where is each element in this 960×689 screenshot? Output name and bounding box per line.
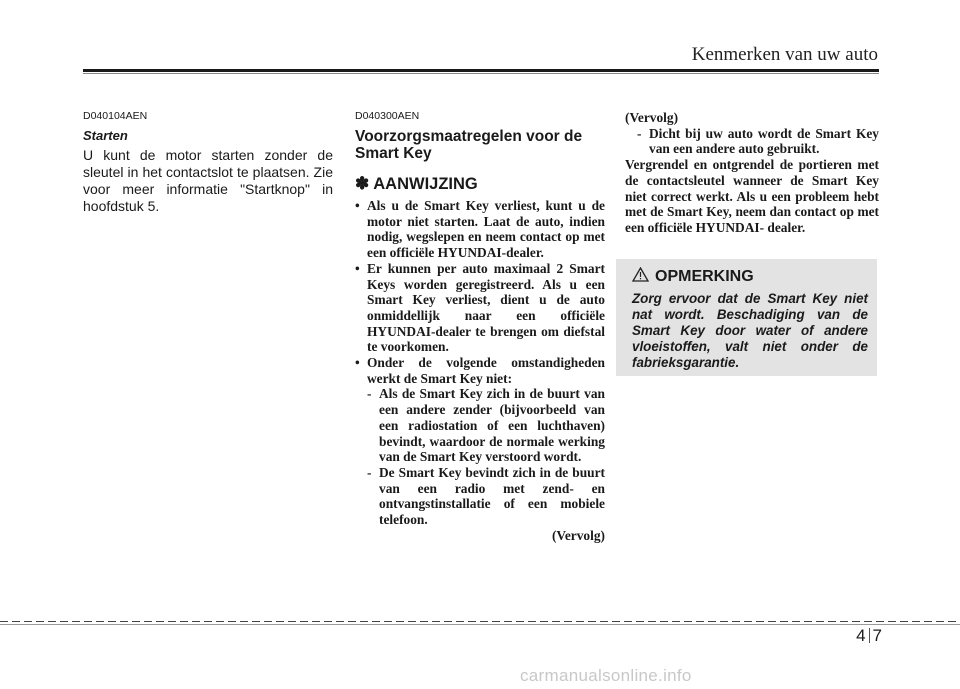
column-starting — [83, 110, 333, 215]
header-rule — [83, 69, 879, 72]
dash-item — [625, 126, 879, 157]
sub-list-item — [367, 465, 605, 528]
sub-list-item-text: Als de Smart Key zich in de buurt van een andere zender (bijvoorbeeld van een radiostation of een luchthaven) bevindt, waardoor de normale werking van de Smart Key verstoord wordt. — [379, 386, 605, 465]
list-item — [355, 198, 605, 261]
dash-icon: - — [367, 464, 372, 480]
dash-icon: - — [637, 125, 642, 141]
list-item — [355, 261, 605, 355]
caution-box — [616, 259, 877, 376]
footer-rule-thin — [0, 624, 960, 625]
sub-list-item-text: De Smart Key bevindt zich in de buurt van een radio met zend- en ontvangstinstallatie of een mobiele telefoon. — [379, 464, 605, 528]
page-header-title: Kenmerken van uw auto — [691, 44, 878, 65]
footer-rule — [0, 621, 960, 622]
continued-label: (Vervolg) — [625, 110, 679, 125]
continued-label: (Vervolg) — [551, 527, 605, 543]
watermark-text: carmanualsonline.info — [520, 666, 692, 685]
header-rule-thin — [83, 73, 879, 74]
sub-list-item — [367, 386, 605, 465]
section-code: D040104AEN — [83, 110, 148, 122]
list-item-text: Als u de Smart Key verliest, kunt u de motor niet starten. Laat de auto, indien nodig, wegslepen en neem contact op met een officiële HYUNDAI-dealer. — [367, 198, 605, 261]
section-title: Voorzorgsmaatregelen voor de Smart Key — [355, 128, 583, 162]
caution-body: Zorg ervoor dat de Smart Key niet nat wordt. Beschadiging van de Smart Key door water of andere vloeistoffen, valt niet onder de fabrieksgarantie. — [632, 291, 868, 370]
note-title: AANWIJZING — [373, 174, 478, 193]
bullet-icon: • — [355, 260, 360, 276]
page-number-separator — [869, 628, 870, 643]
list-item-text: Onder de volgende omstandigheden werkt de Smart Key niet: — [367, 355, 605, 386]
note-bullet-list — [355, 198, 605, 528]
list-item-text: Er kunnen per auto maximaal 2 Smart Keys worden geregistreerd. Als u een Smart Key verliest, dient u de auto onmiddellijk naar een officiële HYUNDAI-dealer te brengen om diefstal te voorkomen. — [367, 260, 605, 355]
sub-list-item-text: Dicht bij uw auto wordt de Smart Key van een andere auto gebruikt. — [649, 125, 879, 157]
page-index: 7 — [872, 626, 882, 645]
list-item — [355, 355, 605, 528]
subsection-title: Starten — [83, 128, 128, 143]
note-star-icon: ✽ — [355, 174, 370, 193]
chapter-number: 4 — [856, 626, 866, 645]
column-continued — [625, 110, 879, 236]
warning-triangle-icon — [632, 267, 655, 287]
body-text: U kunt de motor starten zonder de sleutel in het contactslot te plaatsen. Zie voor meer informatie "Startknop" in hoofdstuk 5. — [83, 147, 333, 214]
caution-heading — [632, 267, 754, 287]
sub-list-item — [637, 126, 879, 157]
column-smart-key-precautions — [355, 110, 605, 543]
caution-title: OPMERKING — [655, 268, 754, 285]
page-number — [856, 626, 882, 646]
note-heading — [355, 174, 605, 194]
bullet-icon: • — [355, 355, 360, 371]
bullet-icon: • — [355, 198, 360, 213]
section-code: D040300AEN — [355, 110, 420, 122]
dash-icon: - — [367, 386, 372, 402]
body-paragraph: Vergrendel en ontgrendel de portieren met de contactsleutel wanneer de Smart Key niet correct werkt. Als u een probleem hebt met de Smart Key, neem dan contact op met een officiële HYUNDAI- dealer. — [625, 157, 879, 235]
